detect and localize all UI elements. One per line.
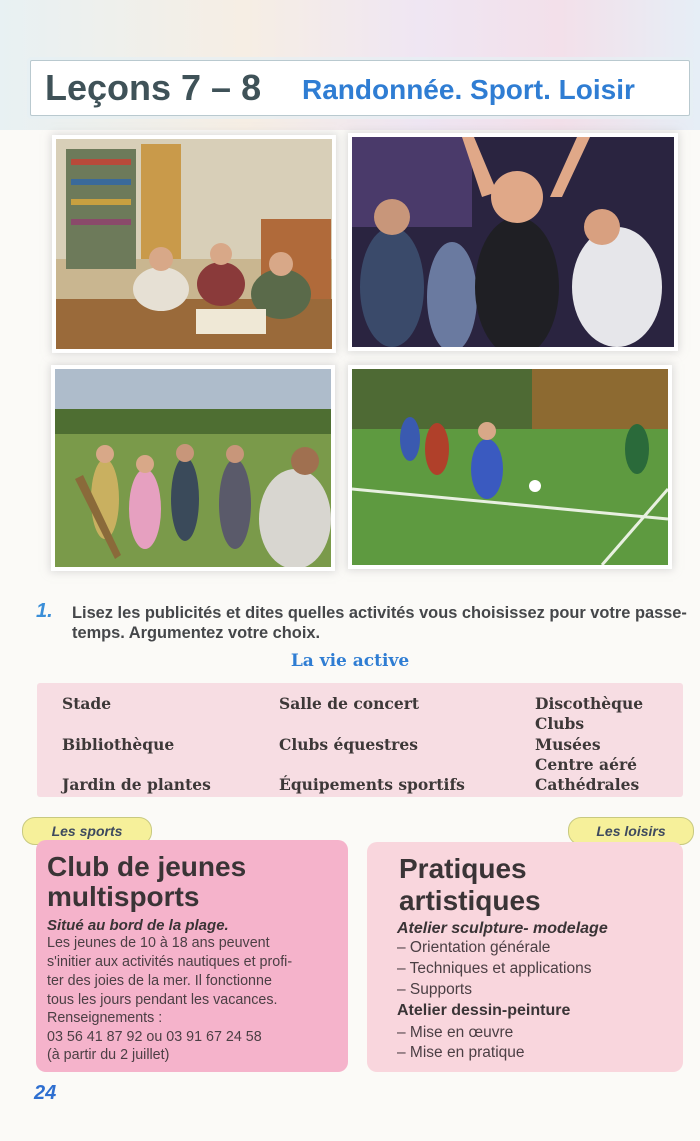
card-sports-subtitle: Situé au bord de la plage.: [47, 917, 229, 934]
card-arts-item: – Mise en œuvre: [397, 1024, 514, 1041]
place-item: Centre aéré: [535, 755, 637, 774]
card-sports-line: s'initier aux activités nautiques et profi-: [47, 954, 293, 970]
photo-painting: [55, 369, 331, 567]
card-sports-line: (à partir du 2 juillet): [47, 1047, 170, 1063]
lesson-number-title: Leçons 7 – 8: [45, 67, 262, 108]
lesson-topic-title: Randonnée. Sport. Loisir: [302, 74, 635, 105]
place-item: Cathédrales: [535, 775, 640, 794]
place-item: Clubs: [535, 714, 585, 733]
card-sports-line: ter des joies de la mer. Il fonctionne: [47, 973, 272, 989]
card-arts-item: – Supports: [397, 981, 472, 998]
card-arts-title-1: Pratiques: [399, 853, 527, 884]
lesson-title-bar: [30, 60, 690, 116]
card-arts-workshop-1: Atelier sculpture- modelage: [397, 920, 608, 937]
card-arts-workshop-2: Atelier dessin-peinture: [397, 1002, 571, 1019]
photo-football: [352, 369, 668, 565]
card-arts-item: – Mise en pratique: [397, 1044, 525, 1061]
card-sports-line: Renseignements :: [47, 1010, 163, 1026]
section-title: La vie active: [290, 651, 410, 671]
place-item: Clubs équestres: [279, 735, 418, 754]
card-sports-title-2: multisports: [47, 881, 200, 912]
card-arts-item: – Orientation générale: [397, 939, 551, 956]
place-item: Salle de concert: [279, 694, 420, 713]
photo-library: [56, 139, 332, 349]
badge-leisure: Les loisirs: [568, 817, 694, 845]
card-sports-line: tous les jours pendant les vacances.: [47, 992, 278, 1008]
place-item: Bibliothèque: [62, 735, 175, 754]
place-item: Équipements sportifs: [279, 775, 465, 794]
place-item: Musées: [535, 735, 601, 754]
card-artistic-practices: [367, 842, 683, 1072]
task-instruction: Lisez les publicités et dites quelles activités vous choisissez pour votre passe-temps. Argumentez votre choix.: [72, 604, 687, 642]
badge-sports: Les sports: [22, 817, 152, 845]
card-sports-club: [36, 840, 348, 1072]
card-sports-title-1: Club de jeunes: [47, 851, 247, 882]
photo-concert: [352, 137, 674, 347]
card-arts-title-2: artistiques: [399, 885, 541, 916]
places-box: [37, 683, 683, 797]
card-sports-line: Les jeunes de 10 à 18 ans peuvent: [47, 935, 270, 951]
task-number: 1.: [36, 600, 53, 622]
page-number: 24: [34, 1082, 57, 1104]
place-item: Discothèque: [535, 694, 644, 713]
card-sports-phone: 03 56 41 87 92 ou 03 91 67 24 58: [47, 1029, 262, 1045]
place-item: Jardin de plantes: [62, 775, 211, 794]
place-item: Stade: [62, 694, 112, 713]
card-arts-item: – Techniques et applications: [397, 960, 592, 977]
